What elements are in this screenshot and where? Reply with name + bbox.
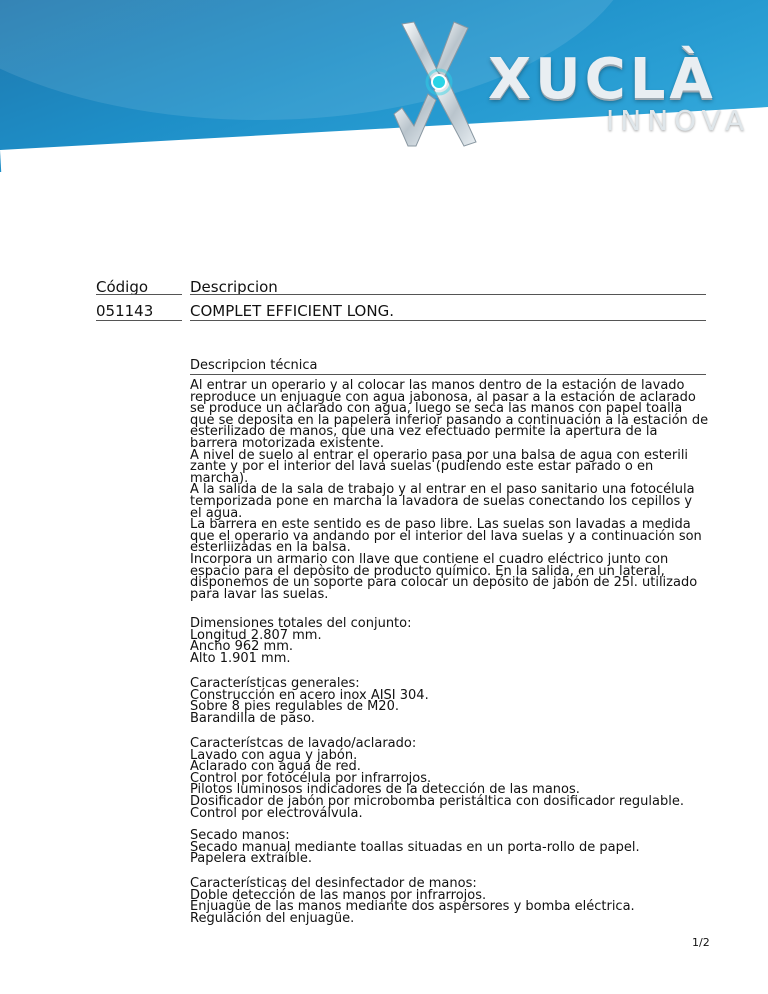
technical-title-rule xyxy=(190,374,706,375)
general-features-block: Características generales: Construcción en acero inox AISI 304. Sobre 8 pies regulables de M20. Barandilla de paso. xyxy=(190,676,429,726)
code-value-rule xyxy=(96,320,182,321)
code-header: Código xyxy=(96,278,149,296)
washing-features-block: Característcas de lavado/aclarado: Lavado con agua y jabón. Aclarado con agua de red. Control por fotocélula por infrarrojos. Pilotos luminosos indicadores de la detección de las manos. Dosificador de jabón por microbomba peristáltica con dosificador regulable. Control por electroválvula. xyxy=(190,736,684,821)
brand-subtitle: INNOVA xyxy=(606,104,751,137)
dimensions-block: Dimensiones totales del conjunto: Longitud 2.807 mm. Ancho 962 mm. Alto 1.901 mm. xyxy=(190,616,412,666)
brand-tagline: WASHING&HANDLING xyxy=(530,144,709,160)
description-value-rule xyxy=(190,320,706,321)
header-band xyxy=(0,0,768,172)
brand-name: XUCLÀ xyxy=(488,47,717,112)
drying-block: Secado manos: Secado manual mediante toallas situadas en un porta-rollo de papel. Papelera extraíble. xyxy=(190,828,640,867)
xucla-logo-icon xyxy=(388,14,488,156)
description-value: COMPLET EFFICIENT LONG. xyxy=(190,302,394,320)
technical-title: Descripcion técnica xyxy=(190,358,318,373)
technical-intro: Al entrar un operario y al colocar las manos dentro de la estación de lavado reproduce un enjuague con agua jabonosa, al pasar a la estación de aclarado se produce un aclarado con agua, luego se seca las manos con papel toalla que se deposita en la papelera inferior pasando a continuación a la estación de esterilizado de manos, que una vez efectuado permite la apertura de la barrera motorizada existente. A nivel de suelo al entrar el operario pasa por una balsa de agua con esterili zante y por el interior del lava suelas (pudiendo este estar parado o en marcha). A la salida de la sala de trabajo y al entrar en el paso sanitario una fotocélula temporizada pone en marcha la lavadora de suelas conectando los cepillos y el agua. La barrera en este sentido es de paso libre. Las suelas son lavadas a medida que el operario va andando por el interior del lava suelas y a continuación son esterliizadas en la balsa. Incorpora un armario con llave que contiene el cuadro eléctrico junto con espacio para el depòsito de producto químico. En la salida, en un lateral, disponemos de un soporte para colocar un depósito de jabón de 25l. utilizado para lavar las suelas. xyxy=(190,378,709,602)
description-header: Descripcion xyxy=(190,278,278,296)
page-number: 1/2 xyxy=(692,936,710,949)
description-header-rule xyxy=(190,294,706,295)
disinfector-block: Características del desinfectador de manos: Doble detección de las manos por infrarrojos. Enjuagüe de las manos mediante dos aspersores y bomba eléctrica. Regulación del enjuagüe. xyxy=(190,876,635,926)
code-header-rule xyxy=(96,294,182,295)
code-value: 051143 xyxy=(96,302,154,320)
